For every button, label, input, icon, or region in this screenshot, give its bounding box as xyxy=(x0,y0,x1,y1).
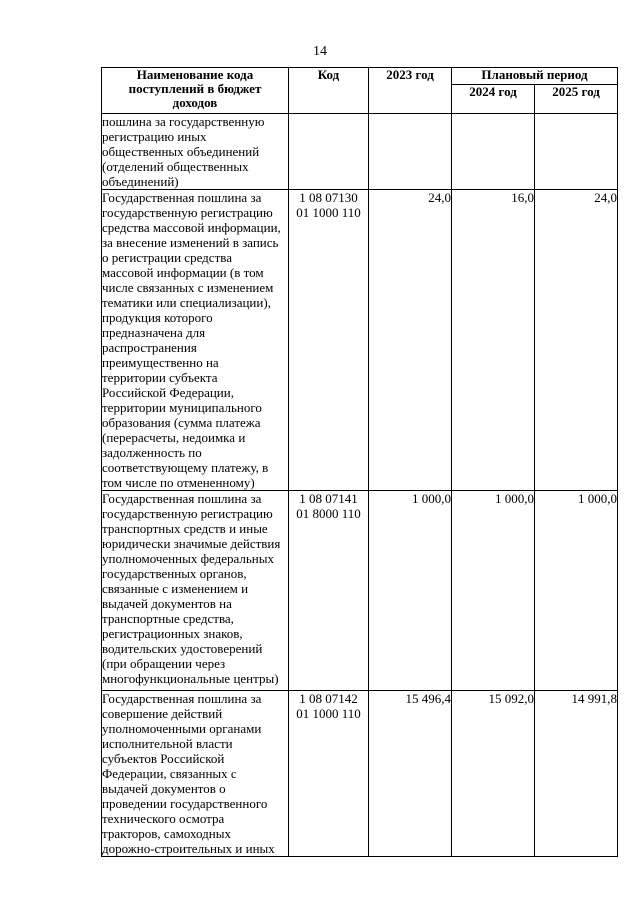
revenue-name-line: тематики или специализации), xyxy=(102,295,271,310)
revenue-name-line: (при обращении через xyxy=(102,656,226,671)
revenue-name-line: объединений) xyxy=(102,174,179,189)
page-number: 14 xyxy=(313,44,327,59)
amount-y2024-cell xyxy=(452,114,535,190)
header-name-line: Наименование кода xyxy=(136,67,254,82)
amount-y2023-cell xyxy=(369,114,452,190)
revenue-name-line: юридически значимые действия xyxy=(102,536,281,551)
revenue-name-line: пошлина за государственную xyxy=(102,114,265,129)
revenue-code-cell xyxy=(289,491,369,691)
revenue-name-line: средства массовой информации, xyxy=(102,220,281,235)
header-planned-period: Плановый период xyxy=(452,68,618,85)
revenue-name-line: Государственная пошлина за xyxy=(102,691,262,706)
budget-revenue-table xyxy=(101,67,618,857)
revenue-name-line: тракторов, самоходных xyxy=(102,826,231,841)
header-name xyxy=(102,68,289,114)
table-row xyxy=(102,691,618,857)
header-name-line: поступлений в бюджет xyxy=(128,81,262,96)
revenue-code-line: 01 1000 110 xyxy=(296,205,361,220)
revenue-name-line: уполномоченными органами xyxy=(102,721,262,736)
revenue-name-line: транспортных средств и иные xyxy=(102,521,268,536)
amount-y2024-cell: 1 000,0 xyxy=(452,491,535,691)
revenue-name-line: преимущественно на xyxy=(102,355,219,370)
amount-y2024-cell: 16,0 xyxy=(452,190,535,491)
revenue-name-line: выдачей документов о xyxy=(102,781,226,796)
revenue-name-line: массовой информации (в том xyxy=(102,265,264,280)
revenue-name-line: совершение действий xyxy=(102,706,223,721)
amount-y2023-cell: 24,0 xyxy=(369,190,452,491)
revenue-code-line: 1 08 07141 xyxy=(299,491,358,506)
revenue-name-line: связанные с изменением и xyxy=(102,581,249,596)
header-year-2024: 2024 год xyxy=(452,85,535,114)
revenue-name-line: государственную регистрацию xyxy=(102,205,273,220)
revenue-code-line: 1 08 07142 xyxy=(299,691,358,706)
revenue-code-line: 01 1000 110 xyxy=(296,706,361,721)
revenue-name-cell xyxy=(102,691,289,857)
revenue-name-line: образования (сумма платежа xyxy=(102,415,261,430)
revenue-name-line: проведении государственного xyxy=(102,796,268,811)
revenue-name-line: транспортные средства, xyxy=(102,611,234,626)
revenue-name-line: государственную регистрацию xyxy=(102,506,273,521)
revenue-name-line: выдачей документов на xyxy=(102,596,232,611)
revenue-name-line: числе связанных с изменением xyxy=(102,280,274,295)
revenue-name-line: Российской Федерации, xyxy=(102,385,234,400)
amount-y2025-cell: 24,0 xyxy=(535,190,618,491)
revenue-name-line: субъектов Российской xyxy=(102,751,225,766)
revenue-name-line: исполнительной власти xyxy=(102,736,233,751)
header-name-line: доходов xyxy=(172,95,218,110)
revenue-name-line: предназначена для xyxy=(102,325,206,340)
revenue-name-line: многофункциональные центры) xyxy=(102,671,279,686)
revenue-name-line: уполномоченных федеральных xyxy=(102,551,274,566)
revenue-name-line: общественных объединений xyxy=(102,144,260,159)
header-year-2025: 2025 год xyxy=(535,85,618,114)
revenue-name-line: (отделений общественных xyxy=(102,159,249,174)
amount-y2024-cell: 15 092,0 xyxy=(452,691,535,857)
table-row xyxy=(102,491,618,691)
amount-y2025-cell: 1 000,0 xyxy=(535,491,618,691)
revenue-name-line: за внесение изменений в запись xyxy=(102,235,279,250)
amount-y2023-cell: 15 496,4 xyxy=(369,691,452,857)
revenue-name-line: соответствующему платежу, в xyxy=(102,460,269,475)
revenue-name-line: о регистрации средства xyxy=(102,250,232,265)
table-row xyxy=(102,114,618,190)
revenue-name-line: задолженность по xyxy=(102,445,202,460)
revenue-name-cell xyxy=(102,491,289,691)
amount-y2025-cell: 14 991,8 xyxy=(535,691,618,857)
revenue-code-cell xyxy=(289,114,369,190)
amount-y2025-cell xyxy=(535,114,618,190)
revenue-name-line: дорожно-строительных и иных xyxy=(102,841,275,856)
revenue-name-line: том числе по отмененному) xyxy=(102,475,255,490)
revenue-name-line: Государственная пошлина за xyxy=(102,190,262,205)
revenue-name-line: технического осмотра xyxy=(102,811,225,826)
revenue-name-line: (перерасчеты, недоимка и xyxy=(102,430,246,445)
header-year-2023: 2023 год xyxy=(369,68,452,114)
revenue-name-line: государственных органов, xyxy=(102,566,247,581)
amount-y2023-cell: 1 000,0 xyxy=(369,491,452,691)
revenue-name-line: распространения xyxy=(102,340,197,355)
revenue-name-line: территории субъекта xyxy=(102,370,218,385)
revenue-name-line: регистрационных знаков, xyxy=(102,626,243,641)
revenue-name-line: Федерации, связанных с xyxy=(102,766,237,781)
revenue-code-cell xyxy=(289,691,369,857)
revenue-name-line: регистрацию иных xyxy=(102,129,207,144)
revenue-code-line: 1 08 07130 xyxy=(299,190,358,205)
revenue-name-line: водительских удостоверений xyxy=(102,641,263,656)
revenue-name-cell xyxy=(102,114,289,190)
revenue-name-line: Государственная пошлина за xyxy=(102,491,262,506)
revenue-name-cell xyxy=(102,190,289,491)
header-code: Код xyxy=(289,68,369,114)
revenue-code-cell xyxy=(289,190,369,491)
revenue-code-line: 01 8000 110 xyxy=(296,506,361,521)
revenue-name-line: продукция которого xyxy=(102,310,213,325)
table-row xyxy=(102,190,618,491)
revenue-name-line: территории муниципального xyxy=(102,400,262,415)
